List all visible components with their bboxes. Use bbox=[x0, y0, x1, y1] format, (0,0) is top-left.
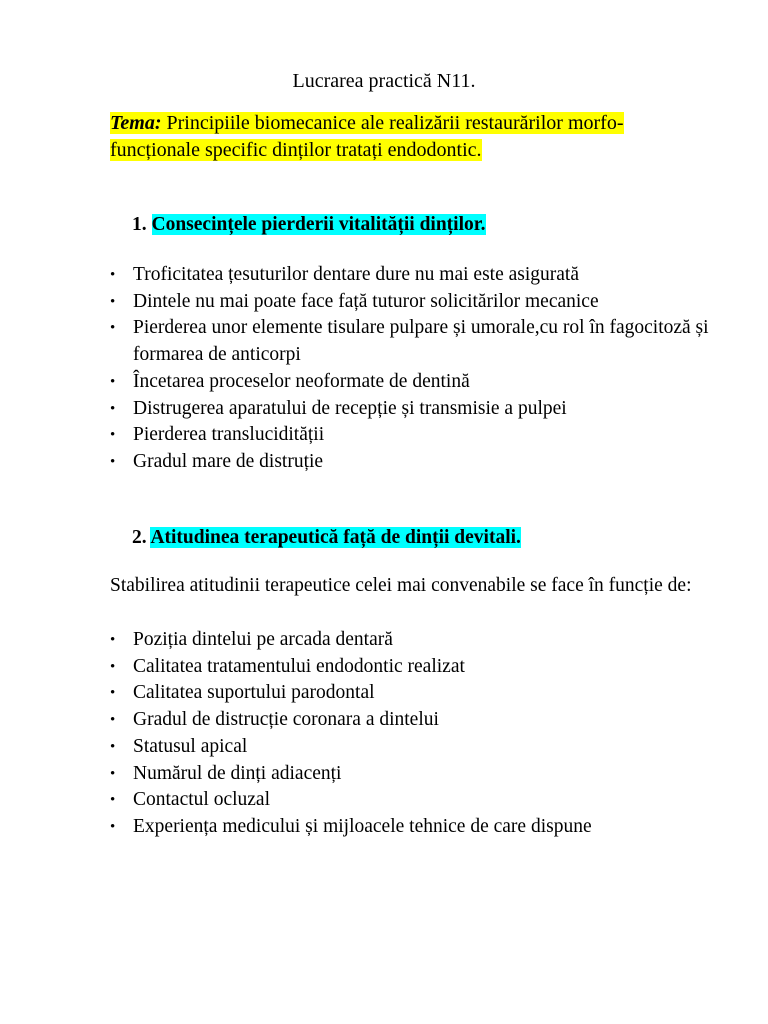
bullet-icon: • bbox=[110, 400, 116, 417]
list-item-text: Pierderea translucidității bbox=[133, 424, 325, 446]
bullet-icon: • bbox=[110, 792, 116, 809]
list-item-text: Pierderea unor elemente tisulare pulpare și umorale,cu rol în fagocitoză și formarea de anticorpi bbox=[133, 317, 709, 366]
list-item bbox=[110, 369, 730, 396]
list-item-text: Gradul mare de distruție bbox=[133, 450, 324, 472]
section1-number: 1. bbox=[132, 214, 152, 235]
tema-paragraph bbox=[110, 110, 710, 164]
bullet-icon: • bbox=[110, 293, 116, 310]
list-item-text: Poziția dintelui pe arcada dentară bbox=[133, 629, 393, 650]
bullet-icon: • bbox=[110, 658, 116, 675]
section1-heading bbox=[132, 211, 486, 238]
list-item-text: Dintele nu mai poate face față tuturor solicitărilor mecanice bbox=[133, 290, 599, 312]
list-item bbox=[110, 734, 730, 761]
bullet-icon: • bbox=[110, 453, 116, 470]
section2-heading-text: Atitudinea terapeutică față de dinții devitali. bbox=[150, 527, 521, 548]
list-item bbox=[110, 627, 730, 654]
list-item-text: Experiența medicului și mijloacele tehnice de care dispune bbox=[133, 815, 592, 837]
bullet-icon: • bbox=[110, 765, 116, 782]
section1-list bbox=[110, 262, 730, 476]
list-item bbox=[110, 315, 730, 368]
list-item-text: Încetarea proceselor neoformate de dentină bbox=[133, 370, 470, 392]
tema-text: Principiile biomecanice ale realizării restaurărilor morfo-funcționale specific dinților tratați endodontic. bbox=[110, 112, 624, 161]
list-item-text: Numărul de dinți adiacenți bbox=[133, 762, 342, 784]
bullet-icon: • bbox=[110, 632, 116, 648]
list-item bbox=[110, 289, 730, 316]
list-item-text: Calitatea tratamentului endodontic realizat bbox=[133, 655, 465, 677]
bullet-icon: • bbox=[110, 685, 116, 702]
section1-heading-text: Consecințele pierderii vitalității dinților. bbox=[151, 214, 486, 235]
list-item bbox=[110, 787, 730, 814]
tema-highlight bbox=[110, 112, 624, 161]
list-item bbox=[110, 396, 730, 423]
list-item-text: Gradul de distrucție coronara a dintelui bbox=[133, 709, 439, 731]
bullet-icon: • bbox=[110, 712, 116, 729]
list-item bbox=[110, 422, 730, 449]
list-item-text: Distrugerea aparatului de recepție și transmisie a pulpei bbox=[133, 397, 567, 419]
bullet-icon: • bbox=[110, 267, 116, 283]
list-item-text: Calitatea suportului parodontal bbox=[133, 682, 375, 704]
list-item bbox=[110, 707, 730, 734]
section2-intro: Stabilirea atitudinii terapeutice celei mai convenabile se face în funcție de: bbox=[110, 575, 692, 596]
section2-list bbox=[110, 627, 730, 841]
section2-heading bbox=[132, 524, 521, 551]
list-item bbox=[110, 680, 730, 707]
list-item-text: Troficitatea țesuturilor dentare dure nu mai este asigurată bbox=[133, 264, 579, 285]
bullet-icon: • bbox=[110, 320, 116, 337]
page-title: Lucrarea practică N11. bbox=[292, 70, 476, 92]
tema-label: Tema: bbox=[110, 112, 162, 134]
list-item bbox=[110, 654, 730, 681]
list-item bbox=[110, 262, 730, 289]
list-item bbox=[110, 449, 730, 476]
list-item bbox=[110, 761, 730, 788]
bullet-icon: • bbox=[110, 818, 116, 835]
bullet-icon: • bbox=[110, 738, 116, 755]
bullet-icon: • bbox=[110, 427, 116, 444]
bullet-icon: • bbox=[110, 373, 116, 390]
list-item-text: Statusul apical bbox=[133, 735, 248, 757]
list-item bbox=[110, 814, 730, 841]
section2-number: 2. bbox=[132, 527, 151, 548]
list-item-text: Contactul ocluzal bbox=[133, 789, 270, 811]
